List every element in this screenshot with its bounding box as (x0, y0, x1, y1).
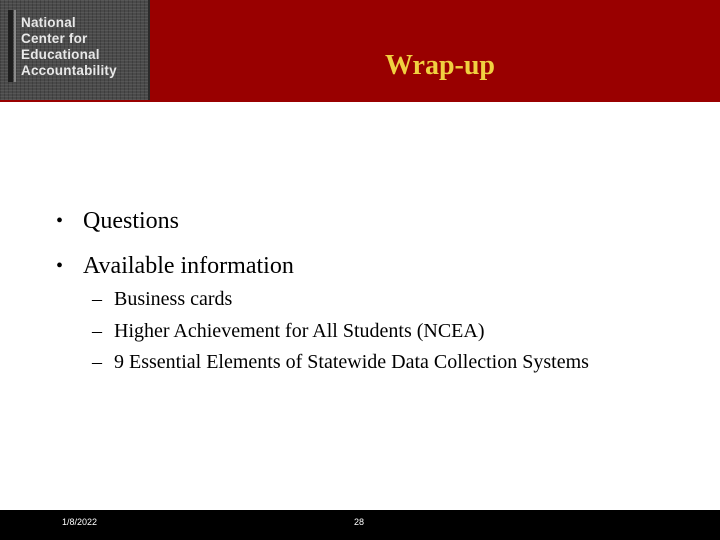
logo-bar-decoration (8, 10, 13, 82)
logo-line-2: Center for (21, 31, 88, 46)
bullet-marker: • (56, 255, 64, 277)
sub-bullet-text: Business cards (114, 288, 233, 310)
slide-title: Wrap-up (385, 50, 495, 81)
slide-footer (0, 510, 720, 540)
sub-bullet-text: 9 Essential Elements of Statewide Data Collection Systems (114, 351, 589, 373)
logo-text (21, 15, 117, 79)
bullet-text: Available information (83, 253, 294, 279)
logo-line-3: Educational (21, 47, 100, 62)
bullet-text: Questions (83, 208, 179, 234)
sub-bullet-marker: – (92, 288, 102, 310)
bullet-marker: • (56, 210, 64, 232)
footer-date: 1/8/2022 (62, 517, 98, 527)
sub-bullet-text: Higher Achievement for All Students (NCEA) (114, 320, 485, 342)
sub-bullet-marker: – (92, 351, 102, 373)
logo-bar-accent (14, 10, 16, 82)
ncea-logo (0, 0, 150, 100)
page-number: 28 (354, 517, 365, 527)
logo-line-4: Accountability (21, 63, 117, 78)
slide-header (0, 0, 720, 102)
sub-bullet-marker: – (92, 320, 102, 342)
logo-line-1: National (21, 15, 76, 30)
